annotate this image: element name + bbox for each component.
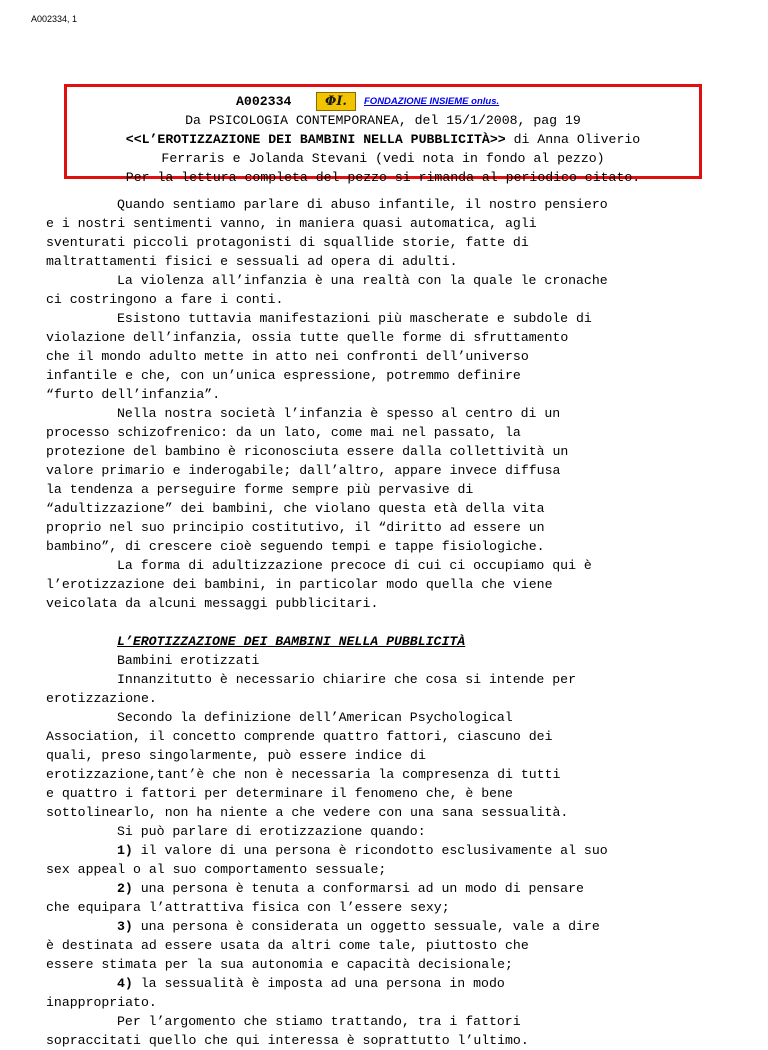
body-line: “furto dell’infanzia”. — [46, 387, 221, 402]
body-line: bambino”, di crescere cioè seguendo tempi e tappe fisiologiche. — [46, 539, 545, 554]
section-heading: L’EROTIZZAZIONE DEI BAMBINI NELLA PUBBLICITÀ — [117, 634, 466, 649]
list-item-4 — [46, 974, 736, 993]
list-text: il valore di una persona è ricondotto esclusivamente al suo — [132, 843, 608, 858]
body-line: protezione del bambino è riconosciuta essere dalla collettività un — [46, 444, 569, 459]
list-text: una persona è considerata un oggetto sessuale, vale a dire — [132, 919, 600, 934]
body-line: Innanzitutto è necessario chiarire che cosa si intende per — [117, 672, 576, 687]
body-line: sottolinearlo, non ha niente a che vedere con una sana sessualità. — [46, 805, 569, 820]
body-line: La forma di adultizzazione precoce di cui ci occupiamo qui è — [117, 558, 592, 573]
foundation-link[interactable]: FONDAZIONE INSIEME onlus. — [364, 96, 500, 107]
blank-line — [46, 613, 736, 632]
list-text: una persona è tenuta a conformarsi ad un modo di pensare — [132, 881, 584, 896]
body-line: valore primario e inderogabile; dall’altro, appare invece diffusa — [46, 463, 561, 478]
header-box — [64, 84, 702, 185]
body-line: Secondo la definizione dell’American Psychological — [117, 710, 513, 725]
section-heading-line — [46, 632, 736, 651]
article-body — [46, 195, 736, 1050]
list-number: 4) — [117, 976, 133, 991]
body-line: proprio nel suo principio costitutivo, il “diritto ad essere un — [46, 520, 545, 535]
body-line: Esistono tuttavia manifestazioni più mascherate e subdole di — [117, 311, 592, 326]
body-line: infantile e che, con un’unica espressione, potremmo definire — [46, 368, 521, 383]
article-title-line — [67, 130, 699, 149]
page-identifier: A002334, 1 — [31, 14, 78, 24]
body-line: sventurati piccoli protagonisti di squallide storie, fatte di — [46, 235, 529, 250]
document-code: A002334 — [236, 94, 292, 109]
list-item-1 — [46, 841, 736, 860]
subheading: Bambini erotizzati — [117, 653, 260, 668]
list-item-2 — [46, 879, 736, 898]
body-line: Nella nostra società l’infanzia è spesso al centro di un — [117, 406, 561, 421]
body-line: Per l’argomento che stiamo trattando, tra i fattori — [117, 1014, 521, 1029]
article-title: <<L’EROTIZZAZIONE DEI BAMBINI NELLA PUBBLICITÀ>> — [125, 132, 506, 147]
body-line: sopraccitati quello che qui interessa è soprattutto l’ultimo. — [46, 1033, 529, 1048]
body-line: erotizzazione. — [46, 691, 157, 706]
body-line: la tendenza a perseguire forme sempre più pervasive di — [46, 482, 474, 497]
list-item-4-cont: inappropriato. — [46, 995, 157, 1010]
body-line: processo schizofrenico: da un lato, come mai nel passato, la — [46, 425, 521, 440]
list-number: 2) — [117, 881, 133, 896]
body-line: e i nostri sentimenti vanno, in maniera quasi automatica, agli — [46, 216, 537, 231]
body-line: “adultizzazione” dei bambini, che violano questa età della vita — [46, 501, 545, 516]
foundation-logo-icon: ΦI. — [316, 92, 356, 111]
body-line: veicolata da alcuni messaggi pubblicitari. — [46, 596, 379, 611]
body-line: e quattro i fattori per determinare il fenomeno che, è bene — [46, 786, 513, 801]
body-line: che il mondo adulto mette in atto nei confronti dell’universo — [46, 349, 529, 364]
body-line: La violenza all’infanzia è una realtà con la quale le cronache — [117, 273, 608, 288]
list-number: 1) — [117, 843, 133, 858]
authors-line: Ferraris e Jolanda Stevani (vedi nota in fondo al pezzo) — [161, 151, 605, 166]
list-item-1-cont: sex appeal o al suo comportamento sessuale; — [46, 862, 387, 877]
body-line: quali, preso singolarmente, può essere indice di — [46, 748, 426, 763]
body-line: l’erotizzazione dei bambini, in particolar modo quella che viene — [46, 577, 553, 592]
article-authors-start: di Anna Oliverio — [505, 132, 641, 147]
body-line: violazione dell’infanzia, ossia tutte quelle forme di sfruttamento — [46, 330, 569, 345]
source-line: Da PSICOLOGIA CONTEMPORANEA, del 15/1/2008, pag 19 — [185, 113, 581, 128]
list-item-3-cont: è destinata ad essere usata da altri come tale, piuttosto che — [46, 938, 529, 953]
list-text: la sessualità è imposta ad una persona in modo — [132, 976, 505, 991]
body-line: erotizzazione,tant’è che non è necessaria la compresenza di tutti — [46, 767, 561, 782]
list-item-2-cont: che equipara l’attrattiva fisica con l’essere sexy; — [46, 900, 450, 915]
list-number: 3) — [117, 919, 133, 934]
body-line: maltrattamenti fisici e sessuali ad opera di adulti. — [46, 254, 458, 269]
body-line: Si può parlare di erotizzazione quando: — [117, 824, 426, 839]
body-line: Association, il concetto comprende quattro fattori, ciascuno dei — [46, 729, 553, 744]
list-item-3-cont: essere stimata per la sua autonomia e capacità decisionale; — [46, 957, 513, 972]
list-item-3 — [46, 917, 736, 936]
body-line: ci costringono a fare i conti. — [46, 292, 284, 307]
reference-note-line: Per la lettura completa del pezzo si rimanda al periodico citato. — [125, 170, 641, 185]
body-line: Quando sentiamo parlare di abuso infantile, il nostro pensiero — [117, 197, 608, 212]
